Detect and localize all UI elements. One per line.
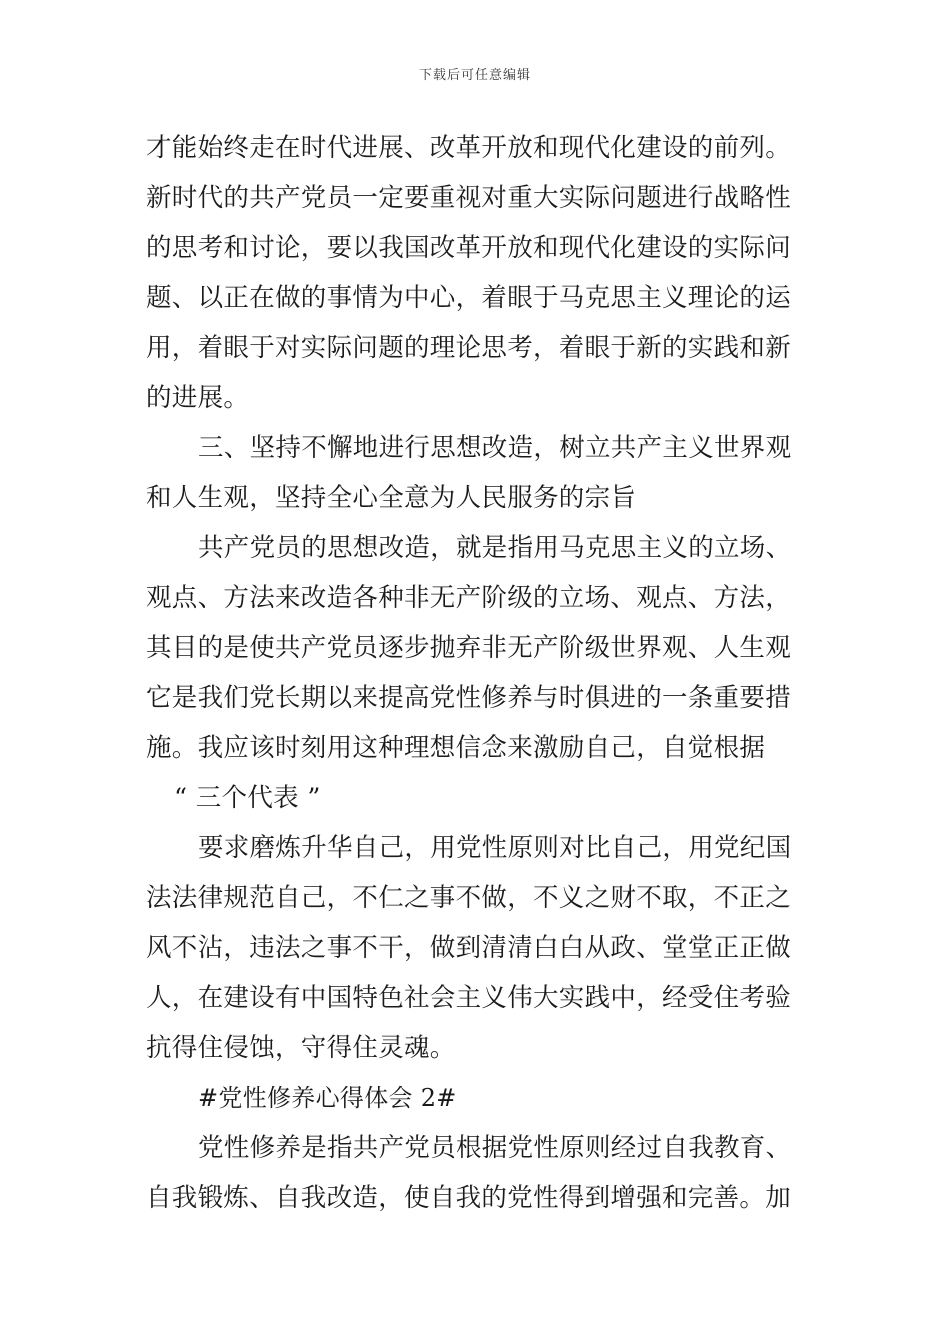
page-header: 下载后可任意编辑: [418, 68, 531, 83]
text-line: 人，在建设有中国特色社会主义伟大实践中，经受住考验: [146, 983, 792, 1013]
article-subheading: #党性修养心得体会 2#: [198, 1084, 457, 1112]
text-line: 施。我应该时刻用这种理想信念来激励自己，自觉根据: [146, 733, 766, 763]
section-heading: 三、坚持不懈地进行思想改造，树立共产主义世界观: [198, 433, 792, 463]
text-line: 它是我们党长期以来提高党性修养与时俱进的一条重要措: [146, 683, 792, 713]
text-line: 才能始终走在时代进展、改革开放和现代化建设的前列。: [146, 133, 792, 163]
text-line: 的思考和讨论，要以我国改革开放和现代化建设的实际问: [146, 233, 792, 263]
text-line: 观点、方法来改造各种非无产阶级的立场、观点、方法，: [146, 583, 792, 613]
section-heading-cont: 和人生观，坚持全心全意为人民服务的宗旨: [146, 483, 637, 513]
document-body: [146, 123, 810, 1223]
text-line: 题、以正在做的事情为中心，着眼于马克思主义理论的运: [146, 283, 792, 313]
text-line: 的进展。: [146, 383, 250, 413]
text-line: 党性修养是指共产党员根据党性原则经过自我教育、: [198, 1133, 792, 1163]
text-line: 用，着眼于对实际问题的理论思考，着眼于新的实践和新: [146, 333, 792, 363]
text-line: 其目的是使共产党员逐步抛弃非无产阶级世界观、人生观: [146, 633, 792, 663]
text-line: 自我锻炼、自我改造，使自我的党性得到增强和完善。加: [146, 1183, 792, 1213]
quoted-phrase: “ 三个代表 ”: [174, 783, 321, 813]
text-line: 要求磨炼升华自己，用党性原则对比自己，用党纪国: [198, 833, 792, 863]
text-line: 风不沾，违法之事不干，做到清清白白从政、堂堂正正做: [146, 933, 792, 963]
text-line: 法法律规范自己，不仁之事不做，不义之财不取，不正之: [146, 883, 792, 913]
text-line: 新时代的共产党员一定要重视对重大实际问题进行战略性: [146, 183, 792, 213]
text-line: 抗得住侵蚀，守得住灵魂。: [146, 1033, 456, 1063]
text-line: 共产党员的思想改造，就是指用马克思主义的立场、: [198, 533, 792, 563]
